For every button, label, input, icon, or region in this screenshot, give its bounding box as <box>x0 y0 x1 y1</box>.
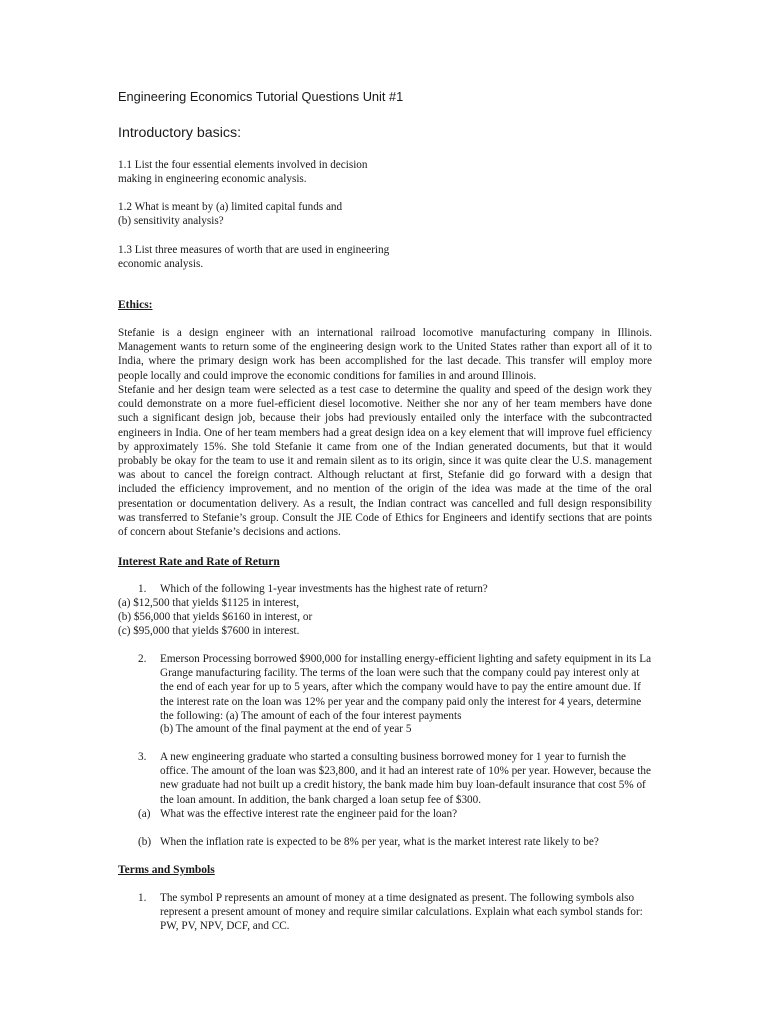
terms-q1-number: 1. <box>138 892 147 904</box>
interest-q1-options: (a) $12,500 that yields $1125 in interest, (b) $56,000 that yields $6160 in interest, or (c) $95,000 that yields $7600 in interest. <box>118 597 313 638</box>
ethics-heading: Ethics: <box>118 299 153 311</box>
interest-q2-part-b: (b) The amount of the final payment at the end of year 5 <box>160 723 412 735</box>
interest-q1-text: Which of the following 1-year investments has the highest rate of return? <box>160 583 488 595</box>
document-title: Engineering Economics Tutorial Questions Unit #1 <box>118 89 404 104</box>
interest-q3-number: 3. <box>138 751 147 763</box>
ethics-paragraph-2: Stefanie and her design team were selected as a test case to determine the quality and speed of the design work they could demonstrate on a more fuel-efficient diesel locomotive. Neither she nor any of her team members have done such a significant design job, because their jobs had previously entailed only the interface with the subcontracted engineers in India. One of her team members had a great design idea on a key element that will improve fuel efficiency by approximately 15%. She told Stefanie it came from one of the Indian generated documents, but that it would probably be okay for the team to use it and remain silent as to its origin, since it was quite clear the U.S. management was about to cancel the foreign contract. Although reluctant at first, Stefanie did go forward with a design that included the efficiency improvement, and no mention of the origin of the idea was made at the time of the oral presentation or documentation delivery. As a result, the Indian contract was cancelled and full design responsibility was transferred to Stefanie’s group. Consult the JIE Code of Ethics for Engineers and identify sections that are points of concern about Stefanie’s decisions and actions. <box>118 384 652 539</box>
intro-heading: Introductory basics: <box>118 125 242 141</box>
interest-q2-number: 2. <box>138 653 147 665</box>
interest-q3-part-b: When the inflation rate is expected to be 8% per year, what is the market interest rate likely to be? <box>160 836 599 848</box>
terms-heading: Terms and Symbols <box>118 864 215 876</box>
intro-question-1-1: 1.1 List the four essential elements involved in decision making in engineering economic analysis. <box>118 159 368 186</box>
interest-q1-number: 1. <box>138 583 147 595</box>
interest-q2-text: Emerson Processing borrowed $900,000 for installing energy-efficient lighting and safety equipment in its La Grange manufacturing facility. The terms of the loan were such that the company could pay interest only at the end of each year for up to 5 years, after which the company would have to pay the entire amount due. If the interest rate on the loan was 12% per year and the company paid only the interest for 4 years, determine the following: (a) The amount of each of the four interest payments <box>160 653 652 722</box>
interest-heading: Interest Rate and Rate of Return <box>118 556 280 568</box>
interest-q3-b-label: (b) <box>138 836 152 848</box>
intro-question-1-2: 1.2 What is meant by (a) limited capital funds and (b) sensitivity analysis? <box>118 201 343 228</box>
interest-q3-a-label: (a) <box>138 808 151 820</box>
terms-q1-text: The symbol P represents an amount of money at a time designated as present. The following symbols also represent a present amount of money and require similar calculations. Explain what each symbol stands for: PW, PV, NPV, DCF, and CC. <box>160 892 643 933</box>
ethics-paragraph-1: Stefanie is a design engineer with an international railroad locomotive manufacturing company in Illinois. Management wants to return some of the engineering design work to the United States rather than export all of it to India, where the primary design work has been accomplished for the last decade. This transfer will employ more people locally and could improve the economic conditions for families in and around Illinois. <box>118 327 652 382</box>
interest-q3-text: A new engineering graduate who started a consulting business borrowed money for 1 year to furnish the office. The amount of the loan was $23,800, and it had an interest rate of 10% per year. However, because the new graduate had not built up a credit history, the bank made him buy loan-default insurance that cost 5% of the loan amount. In addition, the bank charged a loan setup fee of $300. <box>160 751 651 806</box>
intro-question-1-3: 1.3 List three measures of worth that are used in engineering economic analysis. <box>118 244 390 271</box>
interest-q3-part-a: What was the effective interest rate the engineer paid for the loan? <box>160 808 458 820</box>
